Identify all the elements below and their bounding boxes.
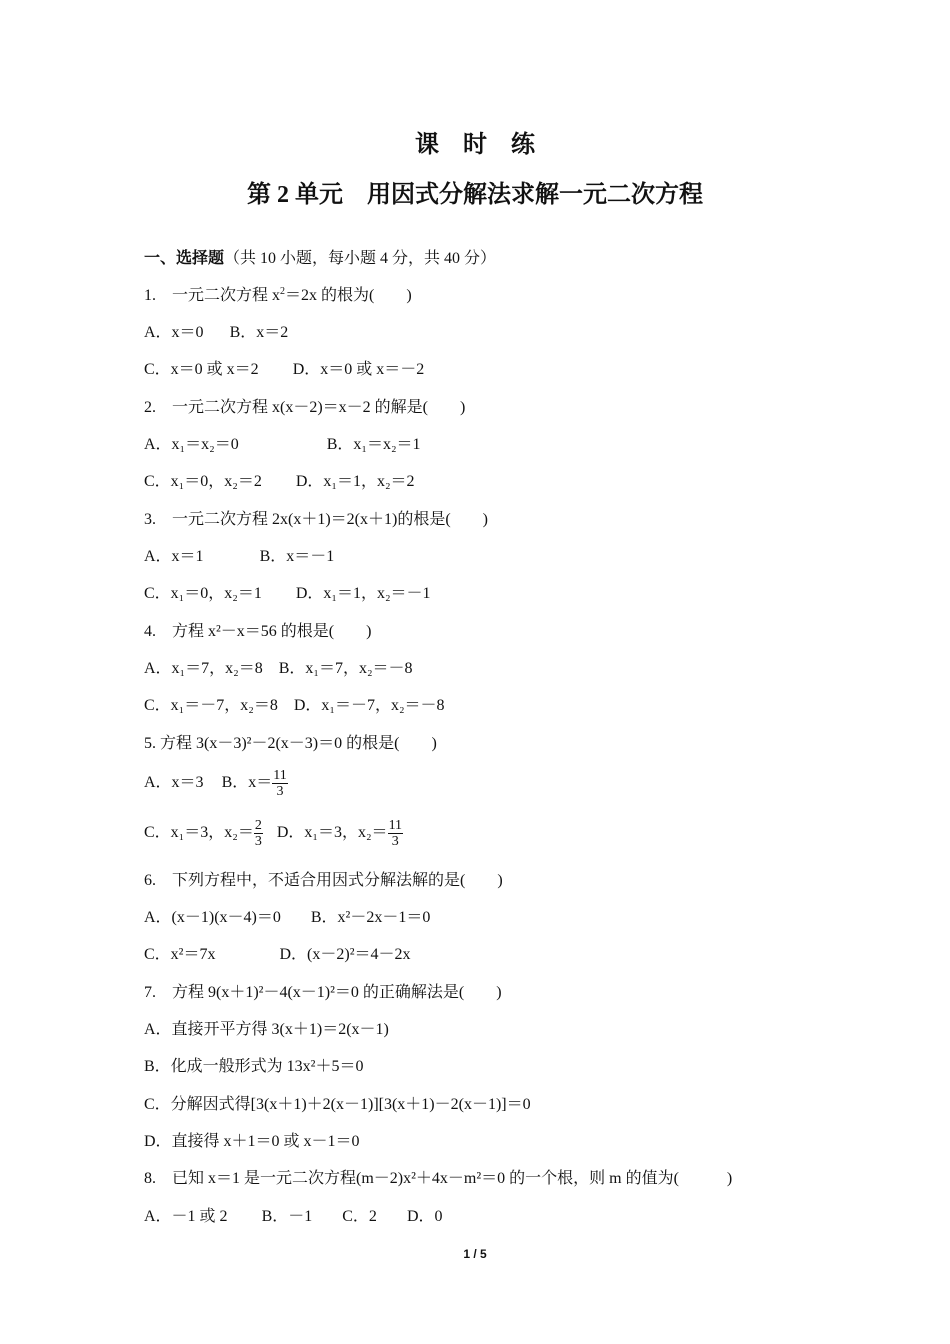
- q5-option-c-denominator: 3: [254, 834, 262, 849]
- q5-option-b-text: B．x＝: [221, 774, 273, 792]
- q5-option-a[interactable]: A．x＝3: [144, 774, 204, 792]
- q7-option-c[interactable]: C．分解因式得[3(x＋1)＋2(x－1)][3(x＋1)－2(x－1)]＝0: [144, 1096, 531, 1113]
- section-heading: [144, 249, 496, 269]
- q1-options-cd: [144, 360, 424, 380]
- question-7: 7. 方程 9(x＋1)²－4(x－1)²＝0 的正确解法是( ): [144, 984, 502, 1001]
- q8-options: [144, 1207, 443, 1227]
- q2-option-a[interactable]: A．x₁＝x₂＝0: [144, 436, 239, 453]
- unit-title: 第 2 单元 用因式分解法求解一元二次方程: [247, 182, 703, 208]
- q2-option-b[interactable]: B．x₁＝x₂＝1: [326, 436, 421, 453]
- q3-option-a[interactable]: A．x＝1: [144, 548, 204, 565]
- q4-options-cd: [144, 696, 445, 716]
- q7-option-a[interactable]: A．直接开平方得 3(x＋1)＝2(x－1): [144, 1021, 389, 1038]
- q6-option-a[interactable]: A．(x－1)(x－4)＝0: [144, 909, 281, 926]
- q3-options-cd: [144, 584, 431, 604]
- question-5: 5. 方程 3(x－3)²－2(x－3)＝0 的根是( ): [144, 735, 437, 752]
- q3-option-d[interactable]: D．x₁＝1，x₂＝－1: [295, 585, 431, 602]
- q1-option-c[interactable]: C．x＝0 或 x＝2: [144, 361, 259, 378]
- section-title: 一、选择题: [144, 250, 225, 267]
- q3-option-b[interactable]: B．x＝－1: [259, 548, 335, 565]
- q5-option-b[interactable]: [221, 768, 288, 799]
- document-title: 课 时 练: [415, 132, 535, 158]
- q2-options-cd: [144, 472, 415, 492]
- q5-option-d-denominator: 3: [391, 834, 399, 849]
- q2-option-d[interactable]: D．x₁＝1，x₂＝2: [295, 473, 415, 490]
- q1-option-b[interactable]: B．x＝2: [229, 324, 289, 341]
- q5-option-c-numerator: 2: [254, 818, 262, 833]
- q4-options-ab: [144, 659, 413, 679]
- q6-option-b[interactable]: B．x²－2x－1＝0: [310, 909, 431, 926]
- q6-option-d[interactable]: D．(x－2)²＝4－2x: [279, 946, 411, 963]
- q3-options-ab: [144, 547, 334, 567]
- q5-option-b-denominator: 3: [276, 784, 284, 799]
- q1-stem-a: 1. 一元二次方程 x: [144, 287, 281, 304]
- q7-option-b[interactable]: B．化成一般形式为 13x²＋5＝0: [144, 1058, 364, 1075]
- q4-option-c[interactable]: C．x₁＝－7，x₂＝8: [144, 697, 278, 714]
- q1-stem-c: ＝2x 的根为( ): [285, 287, 412, 304]
- page-number: 1 / 5: [463, 1247, 487, 1261]
- q8-option-d[interactable]: D．0: [406, 1208, 443, 1225]
- q7-option-d[interactable]: D．直接得 x＋1＝0 或 x－1＝0: [144, 1133, 360, 1150]
- section-note: （共 10 小题，每小题 4 分，共 40 分）: [224, 250, 497, 267]
- question-4: 4. 方程 x²－x＝56 的根是( ): [144, 623, 372, 640]
- q4-option-b[interactable]: B．x₁＝7，x₂＝－8: [278, 660, 413, 677]
- q5-option-c[interactable]: [144, 818, 263, 849]
- question-8: 8. 已知 x＝1 是一元二次方程(m－2)x²＋4x－m²＝0 的一个根，则 m 的值为( ): [144, 1170, 733, 1187]
- q5-option-b-fraction: [272, 768, 287, 799]
- q1-options-ab: [144, 323, 288, 343]
- question-1: [144, 286, 412, 306]
- q5-option-c-fraction: [254, 818, 263, 849]
- question-2: 2. 一元二次方程 x(x－2)＝x－2 的解是( ): [144, 399, 466, 416]
- q8-option-c[interactable]: C．2: [342, 1208, 377, 1225]
- q5-option-d-fraction: [388, 818, 403, 849]
- q6-options-ab: [144, 908, 430, 928]
- q4-option-d[interactable]: D．x₁＝－7，x₂＝－8: [293, 697, 445, 714]
- q5-options-cd: [144, 818, 403, 849]
- q5-option-d[interactable]: [276, 818, 403, 849]
- q6-options-cd: [144, 945, 411, 965]
- q2-option-c[interactable]: C．x₁＝0，x₂＝2: [144, 473, 262, 490]
- question-6: 6. 下列方程中，不适合用因式分解法解的是( ): [144, 872, 503, 889]
- q5-options-ab: [144, 768, 288, 799]
- q8-option-b[interactable]: B．－1: [261, 1208, 313, 1225]
- q6-option-c[interactable]: C．x²＝7x: [144, 946, 216, 963]
- q5-option-c-text: C．x₁＝3，x₂＝: [144, 824, 254, 842]
- q3-option-c[interactable]: C．x₁＝0，x₂＝1: [144, 585, 262, 602]
- q5-option-d-text: D．x₁＝3，x₂＝: [276, 824, 388, 842]
- q8-option-a[interactable]: A．－1 或 2: [144, 1208, 228, 1225]
- q5-option-d-numerator: 11: [388, 818, 403, 833]
- q4-option-a[interactable]: A．x₁＝7，x₂＝8: [144, 660, 263, 677]
- q1-stem-exp: 2: [280, 286, 286, 297]
- question-3: 3. 一元二次方程 2x(x＋1)＝2(x＋1)的根是( ): [144, 511, 488, 528]
- q2-options-ab: [144, 435, 421, 455]
- q1-option-a[interactable]: A．x＝0: [144, 324, 204, 341]
- q5-option-b-numerator: 11: [273, 768, 287, 783]
- q1-option-d[interactable]: D．x＝0 或 x＝－2: [292, 361, 425, 378]
